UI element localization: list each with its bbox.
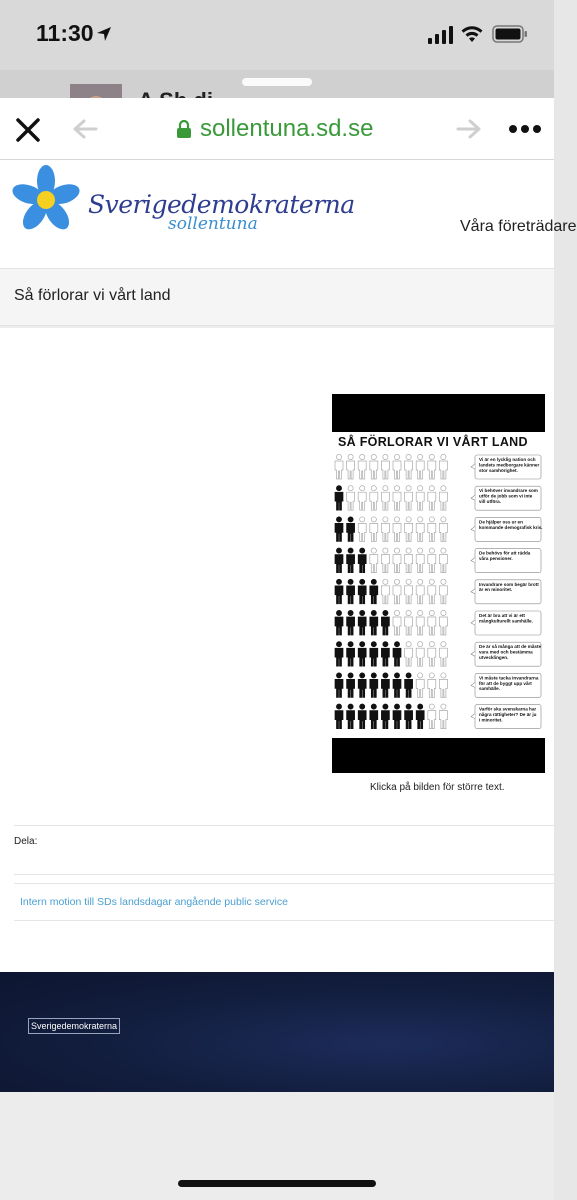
browser-sheet [0, 98, 577, 1200]
person-figure-light [393, 486, 401, 511]
person-figure-light [405, 486, 413, 511]
speech-bubble-tail [471, 558, 475, 563]
site-header [0, 160, 577, 268]
person-figure-light [428, 486, 436, 511]
speech-bubble-tail [471, 620, 475, 625]
person-figure-dark [416, 704, 424, 729]
infographic-panel [332, 432, 545, 738]
person-figure-light [393, 454, 401, 479]
person-figure-light [393, 579, 401, 604]
person-figure-dark [381, 642, 389, 667]
person-figure-dark [370, 673, 378, 698]
person-figure-light [416, 610, 424, 635]
person-figure-light [428, 673, 436, 698]
person-figure-dark [358, 642, 366, 667]
person-figure-light [370, 486, 378, 511]
person-figure-dark [358, 610, 366, 635]
person-figure-dark [335, 548, 343, 573]
clock: 11:30 [36, 20, 94, 46]
person-figure-light [347, 486, 355, 511]
person-figure-light [416, 454, 424, 479]
speech-bubble-text: Vi måste tacka invandrarna för att de byggt upp vårt samhälle. [479, 675, 539, 692]
person-figure-light [439, 704, 447, 729]
person-figure-light [335, 454, 343, 479]
nav-link-representatives[interactable]: Våra företrädare [460, 218, 577, 235]
person-figure-light [405, 610, 413, 635]
person-figure-dark [347, 517, 355, 542]
footer-logo[interactable]: Sverigedemokraterna [28, 1018, 120, 1034]
arrow-right-icon[interactable] [456, 118, 482, 140]
person-figure-dark [358, 704, 366, 729]
close-icon[interactable] [14, 116, 42, 144]
speech-bubble-text: Vi behöver invandrare som utför de jobb som vi inte vill utföra. [479, 488, 538, 504]
speech-bubble-tail [471, 651, 475, 656]
person-figure-dark [358, 548, 366, 573]
person-figure-light [439, 486, 447, 511]
person-figure-light [439, 673, 447, 698]
person-figure-light [370, 454, 378, 479]
speech-bubble-text: De behövs för att rädda våra pensioner. [479, 550, 531, 561]
logo-subtitle: sollentuna [168, 214, 258, 234]
browser-nav-bar [0, 98, 554, 160]
person-figure-dark [370, 642, 378, 667]
person-figure-light [428, 642, 436, 667]
person-figure-light [439, 642, 447, 667]
divider [14, 825, 554, 826]
location-arrow-icon [96, 26, 112, 42]
person-figure-dark [347, 579, 355, 604]
person-figure-dark [347, 548, 355, 573]
person-figure-light [416, 548, 424, 573]
page-title-bar [0, 268, 554, 326]
speech-bubble-tail [471, 464, 475, 469]
person-figure-light [428, 548, 436, 573]
divider [14, 883, 554, 884]
speech-bubble-text: De hjälper oss ur en kommande demografisk kris. [479, 519, 543, 530]
person-figure-dark [393, 673, 401, 698]
article-content [0, 328, 554, 972]
person-figure-dark [405, 673, 413, 698]
person-figure-dark [347, 610, 355, 635]
person-figure-dark [405, 704, 413, 729]
cellular-signal-icon [428, 26, 454, 44]
person-figure-light [393, 610, 401, 635]
infographic-rows [332, 432, 545, 738]
person-figure-light [416, 673, 424, 698]
speech-bubble-tail [471, 589, 475, 594]
speech-bubble-tail [471, 495, 475, 500]
person-figure-light [405, 642, 413, 667]
speech-bubble-tail [471, 714, 475, 719]
person-figure-light [416, 517, 424, 542]
person-figure-light [428, 704, 436, 729]
person-figure-light [439, 454, 447, 479]
person-figure-dark [335, 673, 343, 698]
page-title: Så förlorar vi vårt land [14, 287, 171, 304]
logo-flower-icon[interactable] [12, 166, 84, 238]
home-indicator[interactable] [178, 1180, 376, 1187]
person-figure-light [405, 548, 413, 573]
person-figure-light [381, 579, 389, 604]
person-figure-dark [347, 704, 355, 729]
person-figure-light [416, 579, 424, 604]
person-figure-dark [370, 704, 378, 729]
person-figure-dark [335, 642, 343, 667]
infographic-title: SÅ FÖRLORAR VI VÅRT LAND [338, 435, 528, 449]
person-figure-light [405, 517, 413, 542]
person-figure-light [393, 517, 401, 542]
person-figure-light [428, 579, 436, 604]
person-figure-light [381, 486, 389, 511]
person-figure-light [428, 454, 436, 479]
person-figure-dark [381, 704, 389, 729]
person-figure-light [439, 579, 447, 604]
sheet-grabber[interactable] [242, 78, 312, 86]
speech-bubble-text: De är så många att de måste vara med och bestämma utvecklingen. [479, 644, 542, 660]
divider [14, 874, 554, 875]
person-figure-light [370, 548, 378, 573]
infographic-image[interactable] [332, 394, 545, 773]
person-figure-light [358, 454, 366, 479]
person-figure-light [381, 454, 389, 479]
battery-icon [492, 25, 528, 43]
person-figure-light [393, 548, 401, 573]
person-figure-dark [335, 610, 343, 635]
person-figure-dark [381, 673, 389, 698]
person-figure-dark [358, 673, 366, 698]
person-figure-light [405, 579, 413, 604]
person-figure-dark [393, 642, 401, 667]
person-figure-dark [370, 579, 378, 604]
person-figure-light [439, 610, 447, 635]
person-figure-light [358, 486, 366, 511]
logo-text[interactable]: Sverigedemokraterna [88, 190, 355, 219]
site-footer [0, 972, 554, 1092]
person-figure-light [381, 517, 389, 542]
person-figure-light [358, 517, 366, 542]
person-figure-dark [335, 579, 343, 604]
url-text: sollentuna.sd.se [200, 115, 374, 142]
person-figure-light [439, 517, 447, 542]
person-figure-light [428, 517, 436, 542]
person-figure-light [439, 548, 447, 573]
related-post-link[interactable]: Intern motion till SDs landsdagar angående public service [20, 896, 288, 908]
person-figure-light [428, 610, 436, 635]
person-figure-dark [370, 610, 378, 635]
person-figure-light [347, 454, 355, 479]
lock-icon [176, 119, 192, 139]
speech-bubble-tail [471, 526, 475, 531]
speech-bubble-tail [471, 682, 475, 687]
person-figure-light [381, 548, 389, 573]
person-figure-dark [347, 642, 355, 667]
person-figure-light [416, 642, 424, 667]
person-figure-dark [381, 610, 389, 635]
person-figure-dark [347, 673, 355, 698]
person-figure-light [370, 517, 378, 542]
person-figure-dark [335, 486, 343, 511]
status-bar [0, 0, 554, 70]
person-figure-light [416, 486, 424, 511]
arrow-left-icon[interactable] [72, 118, 98, 140]
speech-bubble-text: Det är bra att vi är ett mångkulturellt samhälle. [479, 613, 533, 624]
person-figure-dark [393, 704, 401, 729]
divider [14, 920, 554, 921]
person-figure-dark [335, 517, 343, 542]
speech-bubble-text: Varför ska svenskarna har några rättigheter? De är ju i minoritet. [479, 706, 537, 723]
image-caption: Klicka på bilden för större text. [370, 782, 505, 793]
person-figure-dark [358, 579, 366, 604]
person-figure-dark [335, 704, 343, 729]
speech-bubble-text: Invandrare som begär brott är en minoritet. [479, 581, 539, 593]
more-horizontal-icon[interactable] [508, 124, 542, 134]
person-figure-light [405, 454, 413, 479]
wifi-icon [460, 24, 484, 44]
speech-bubble-text: Vi är en lycklig nation och landets medborgare känner stor samhörighet. [479, 457, 540, 473]
url-bar[interactable] [176, 114, 373, 144]
share-label: Dela: [14, 836, 38, 847]
